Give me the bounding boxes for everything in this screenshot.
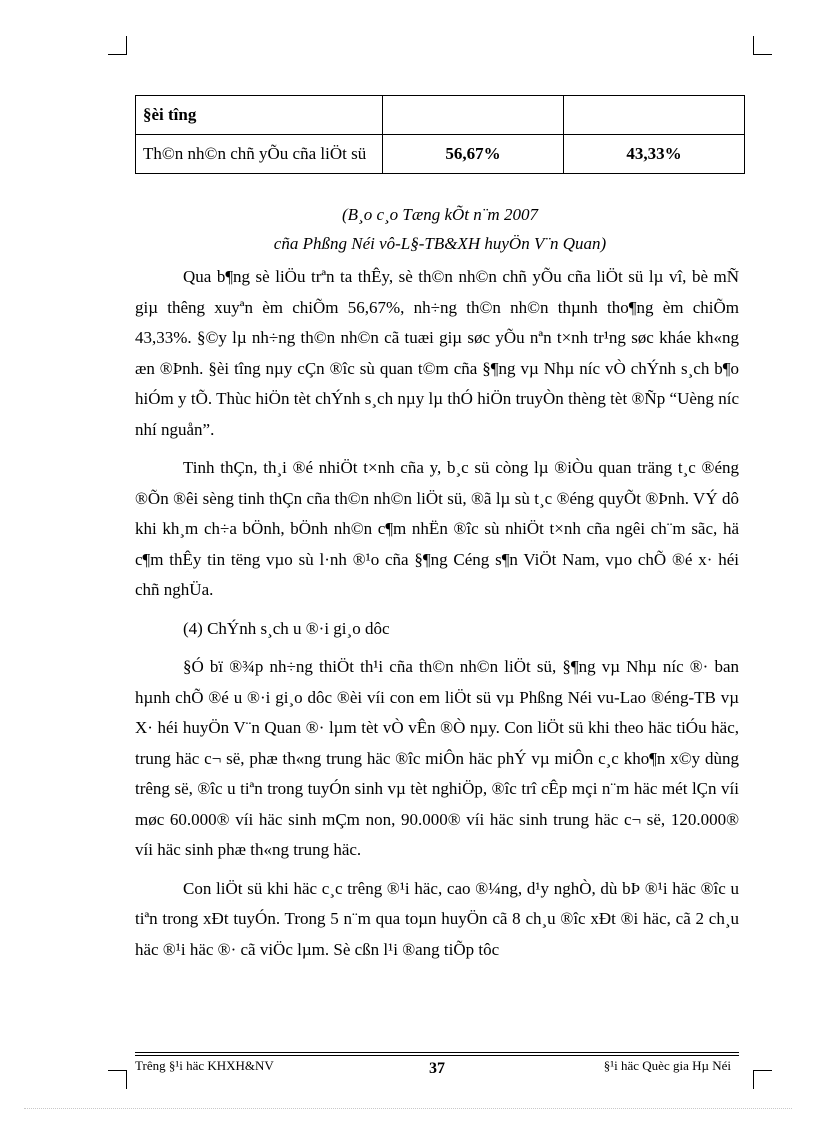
footer-rule [135, 1052, 739, 1053]
table-cell-value: 43,33% [564, 135, 745, 174]
footer-rule [135, 1055, 739, 1056]
table-cell-label: Th©n nh©n chñ yÕu cña liÖt sü [136, 135, 383, 174]
paragraph: §Ó bï ®¾p nh÷ng thiÖt th¹i cña th©n nh©n liÖt sü, §¶ng vµ Nhµ níc ®· ban hµnh chÕ ®é u ®·i gi¸o dôc ®èi víi con em liÖt sü vµ Phßng Néi vu-Lao ®éng-TB vµ X· héi huyÖn V¨n Quan ®· lµm tèt vÒ vÊn ®Ò nµy. Con liÖt sü khi theo häc tiÓu häc, trung häc c¬ së, phæ th«ng trung häc ®îc miÔn häc phÝ vµ miÔn c¸c kho¶n x©y dùng trêng së, ®îc u tiªn trong tuyÓn sinh vµ tèt nghiÖp, ®îc trî cÊp mçi n¨m häc mét lÇn víi møc 60.000® víi häc sinh mÇm non, 90.000® víi häc sinh trung häc c¬ së, 120.000® víi häc sinh phæ th«ng trung häc. [135, 657, 739, 859]
table-source-caption [135, 200, 745, 258]
table-cell-value: 56,67% [383, 135, 564, 174]
page-number: 37 [429, 1060, 445, 1077]
corner-mark-bottom-left [108, 1070, 127, 1089]
corner-mark-top-right [753, 36, 772, 55]
paragraph: Con liÖt sü khi häc c¸c trêng ®¹i häc, cao ®¼ng, d¹y nghÒ, dù bÞ ®¹i häc ®îc u tiªn trong xÐt tuyÓn. Trong 5 n¨m qua toµn huyÖn cã 8 ch¸u ®îc xÐt ®i häc, cã 2 ch¸u häc ®¹i häc ®· cã viÖc lµm. Sè cßn l¹i ®ang tiÕp tôc [135, 878, 739, 959]
corner-mark-bottom-right [753, 1070, 772, 1089]
table-cell-label: §èi tîng [136, 96, 383, 135]
source-line: (B¸o c¸o Tæng kÕt n¨m 2007 [342, 205, 538, 224]
statistics-table [135, 95, 745, 174]
page-footer [135, 1058, 739, 1080]
page-edge-divider [24, 1108, 792, 1109]
table-row [136, 96, 745, 135]
body-text [135, 262, 739, 965]
table-cell-value [564, 96, 745, 135]
source-line: cña Phßng Néi vô-L§-TB&XH huyÖn V¨n Quan) [273, 234, 607, 253]
footer-university: §¹i häc Quèc gia Hµ Néi [603, 1058, 731, 1073]
corner-mark-top-left [108, 36, 127, 55]
table-row [136, 135, 745, 174]
paragraph: Qua b¶ng sè liÖu trªn ta thÊy, sè th©n nh©n chñ yÕu cña liÖt sü lµ vî, bè mÑ giµ thêng xuyªn èm chiÕm 56,67%, nh÷ng th©n nh©n thµnh tho¶ng èm chiÕm 43,33%. §©y lµ nh÷ng th©n nh©n cã tuæi giµ søc yÕu nªn t×nh tr¹ng søc kháe kh«ng æn ®Þnh. §èi tîng nµy cÇn ®îc sù quan t©m cña §¶ng vµ Nhµ níc vÒ chÝnh s¸ch b¶o hiÓm y tÕ. Thùc hiÖn tèt chÝnh s¸ch nµy lµ thÓ hiÖn truyÒn thèng tèt ®Ñp “Uèng níc nhí nguån”. [135, 267, 739, 439]
table-cell-value [383, 96, 564, 135]
section-heading: (4) ChÝnh s¸ch u ®·i gi¸o dôc [183, 618, 390, 638]
paragraph: Tinh thÇn, th¸i ®é nhiÖt t×nh cña y, b¸c sü còng lµ ®iÒu quan träng t¸c ®éng ®Õn ®êi sèng tinh thÇn cña th©n nh©n liÖt sü, ®ã lµ sù t¸c ®éng quyÕt ®Þnh. VÝ dô khi kh¸m ch÷a bÖnh, bÖnh nh©n c¶m nhËn ®îc sù nhiÖt t×nh cña ngêi ch¨m sãc, hä c¶m thÊy tin tëng vµo sù l·nh ®¹o cña §¶ng Céng s¶n ViÖt Nam, vµo chÕ ®é x· héi chñ nghÜa. [135, 458, 739, 599]
footer-school: Trêng §¹i häc KHXH&NV [135, 1058, 274, 1073]
